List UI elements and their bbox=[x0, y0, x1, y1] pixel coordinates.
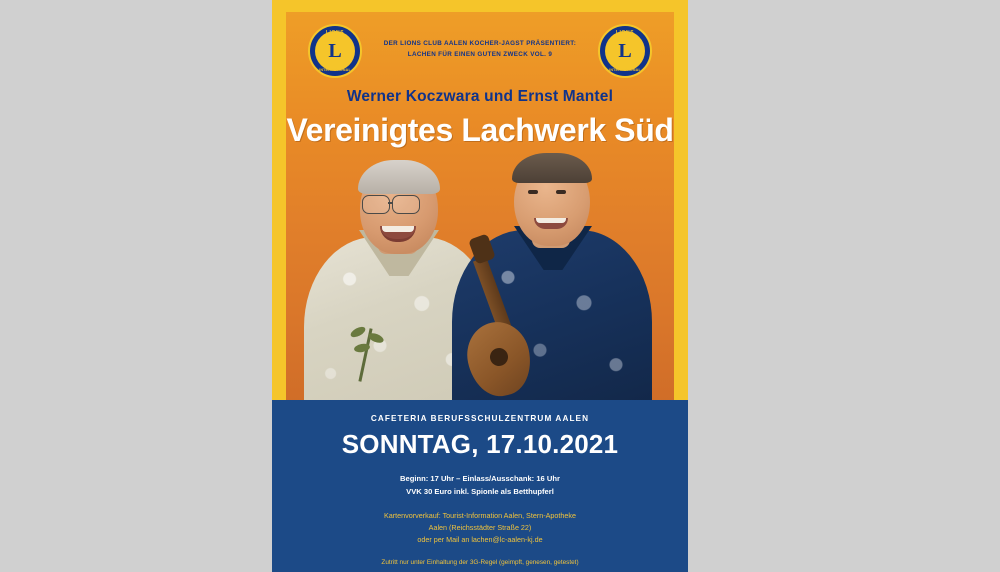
event-details-panel bbox=[272, 400, 688, 572]
presale-line-3: oder per Mail an lachen@lc-aalen-kj.de bbox=[417, 535, 543, 544]
teeth bbox=[536, 218, 566, 223]
eyeglasses-bridge bbox=[388, 202, 393, 204]
venue-text: CAFETERIA BERUFSSCHULZENTRUM AALEN bbox=[370, 414, 590, 423]
lions-logo-letter: L bbox=[618, 39, 632, 62]
covid-rule-note: Zutritt nur unter Einhaltung der 3G-Regel (geimpft, genesen, getestet) bbox=[381, 559, 579, 566]
artists-line: Werner Koczwara und Ernst Mantel bbox=[346, 88, 614, 105]
presenter-line-2: LACHEN FÜR EINEN GUTEN ZWECK VOL. 9 bbox=[407, 51, 553, 58]
lions-logo-letter: L bbox=[328, 39, 342, 62]
event-times-line-2: VVK 30 Euro inkl. Spionle als Betthupferl bbox=[406, 487, 554, 496]
poster-title: Vereinigtes Lachwerk Süd bbox=[286, 112, 674, 148]
eyeglasses-left-lens-icon bbox=[362, 195, 390, 214]
event-times-line-1: Beginn: 17 Uhr – Einlass/Ausschank: 16 Uhr bbox=[400, 474, 560, 483]
poster-frame-top bbox=[272, 0, 688, 12]
performers-photo bbox=[286, 150, 674, 412]
hair bbox=[358, 160, 440, 194]
eye-left bbox=[528, 190, 538, 194]
event-poster bbox=[272, 0, 688, 572]
poster-frame-left bbox=[272, 0, 286, 412]
event-times bbox=[272, 472, 688, 498]
lions-logo-word-top: LIONS bbox=[615, 30, 635, 36]
poster-frame-right bbox=[674, 0, 688, 412]
lions-club-logo-left-icon bbox=[308, 24, 362, 78]
presenter-text bbox=[372, 38, 588, 60]
lions-club-logo-right-icon bbox=[598, 24, 652, 78]
eyeglasses-right-lens-icon bbox=[392, 195, 420, 214]
eye-right bbox=[556, 190, 566, 194]
hair bbox=[512, 153, 592, 183]
presenter-line-1: DER LIONS CLUB AALEN KOCHER-JAGST PRÄSENTIERT: bbox=[383, 40, 577, 47]
presale-line-2: Aalen (Reichsstädter Straße 22) bbox=[428, 523, 532, 532]
presale-line-1: Kartenvorverkauf: Tourist-Information Aalen, Stern-Apotheke bbox=[383, 511, 577, 520]
event-date: SONNTAG, 17.10.2021 bbox=[341, 429, 619, 459]
lions-logo-word-bottom: INTERNATIONAL bbox=[609, 68, 641, 72]
lions-logo-word-bottom: INTERNATIONAL bbox=[319, 68, 351, 72]
teeth bbox=[382, 226, 414, 232]
lions-logo-word-top: LIONS bbox=[325, 30, 345, 36]
ticket-presale-info bbox=[272, 510, 688, 546]
